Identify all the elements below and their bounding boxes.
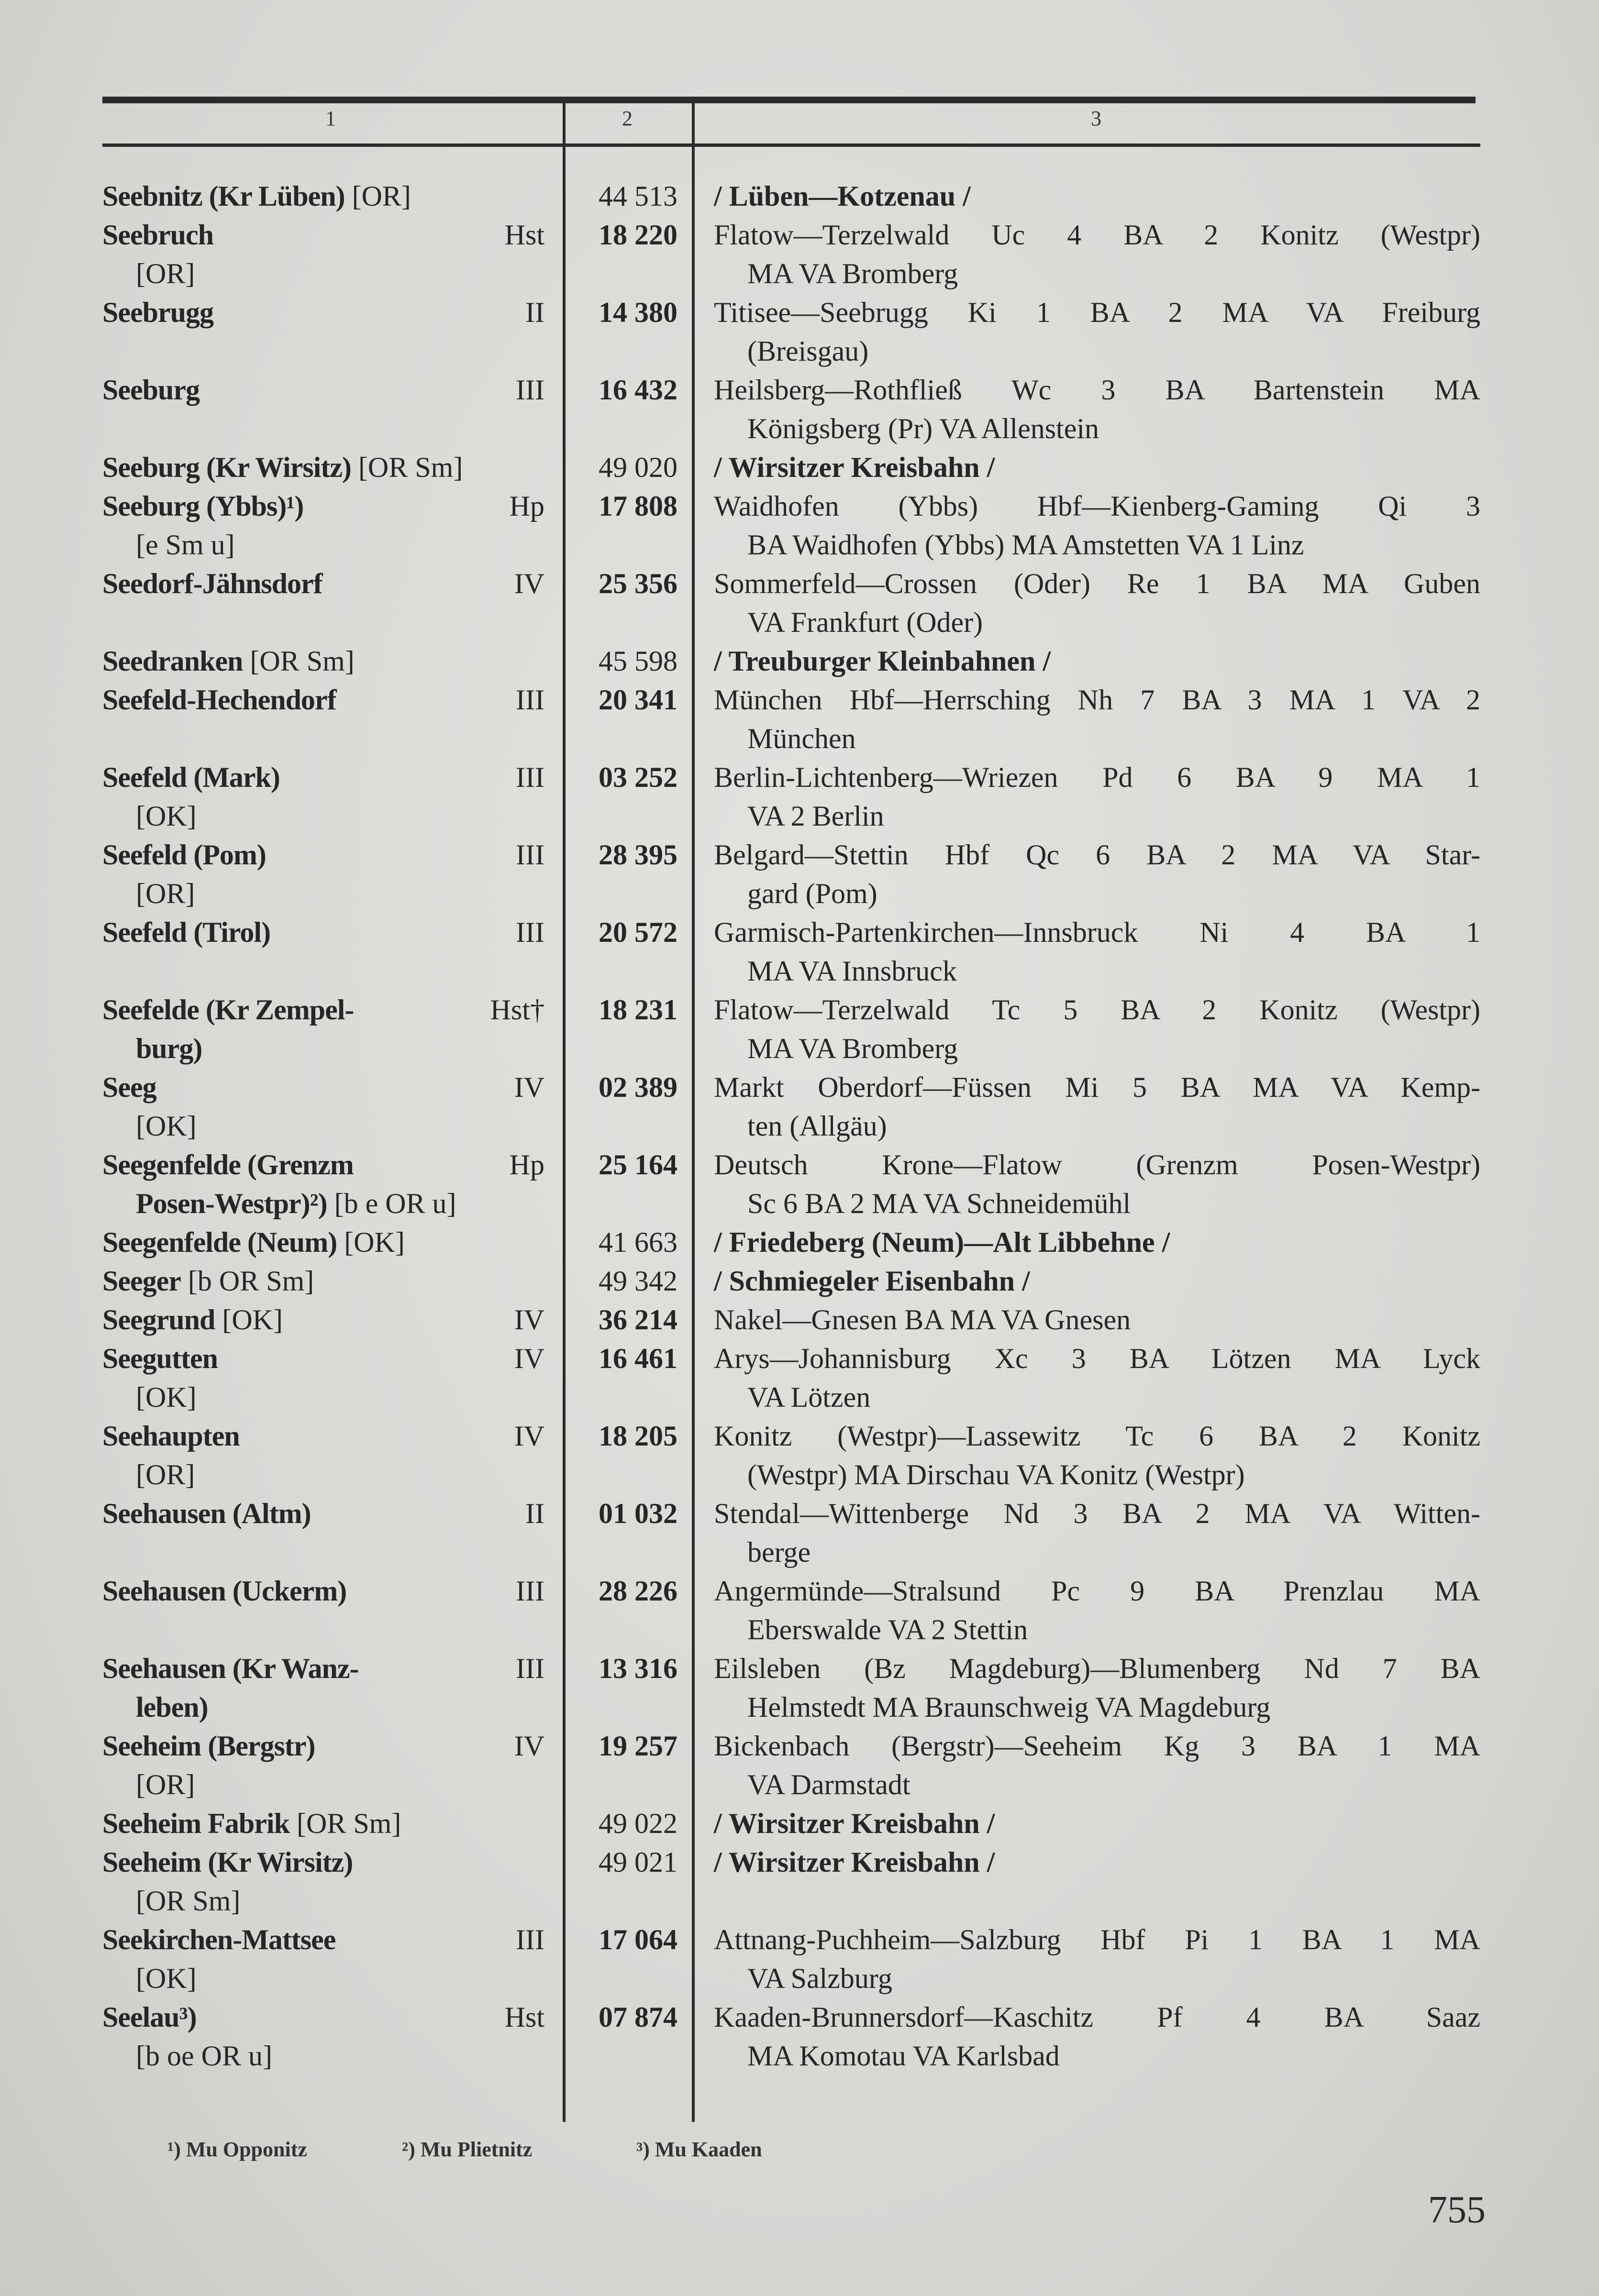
station-code: [OK] (136, 1381, 197, 1413)
route-line: / Friedeberg (Neum)—Alt Libbehne / (714, 1226, 1170, 1258)
station-name-line (102, 1843, 544, 1882)
station-name: Seedranken (102, 645, 243, 677)
route-line: VA Salzburg (747, 1963, 892, 1994)
station-name-line (102, 797, 544, 836)
station-name-cell (102, 293, 564, 371)
station-number: 41 663 (599, 1226, 677, 1258)
station-name: burg) (136, 1033, 202, 1064)
table-row (102, 642, 1480, 681)
station-name-line (102, 1301, 544, 1339)
station-class: IV (514, 1420, 544, 1452)
route-line: Belgard—Stettin Hbf Qc 6 BA 2 MA VA Star- (714, 839, 1480, 871)
table-row (102, 681, 1480, 758)
station-class: IV (514, 1343, 544, 1374)
route-line: berge (747, 1536, 811, 1568)
station-name: Seedorf-Jähnsdorf (102, 568, 322, 599)
station-name-cell (102, 1068, 564, 1146)
table-row (102, 1649, 1480, 1727)
route-line: BA Waidhofen (Ybbs) MA Amstetten VA 1 Linz (747, 529, 1304, 561)
table-row (102, 1068, 1480, 1146)
table-row (102, 991, 1480, 1068)
station-name-cell (102, 1921, 564, 1998)
route-line: Waidhofen (Ybbs) Hbf—Kienberg-Gaming Qi 3 (714, 490, 1480, 522)
station-name-cell (102, 487, 564, 564)
station-code: [OR Sm] (136, 1885, 241, 1917)
station-name-line (102, 1029, 544, 1068)
station-number: 16 432 (599, 374, 677, 406)
station-number: 01 032 (599, 1498, 677, 1529)
station-name: Seeg (102, 1071, 156, 1103)
station-class: III (516, 684, 544, 716)
station-number: 07 874 (599, 2001, 677, 2033)
route-line: Flatow—Terzelwald Tc 5 BA 2 Konitz (Westpr) (714, 994, 1480, 1026)
route-line: / Treuburger Kleinbahnen / (714, 645, 1051, 677)
route-line: MA VA Innsbruck (747, 955, 957, 987)
station-table (102, 177, 1480, 2075)
station-name-line (102, 1107, 544, 1146)
station-name-cell (102, 1804, 564, 1843)
station-code: [b e OR u] (327, 1188, 456, 1219)
route-line: Sommerfeld—Crossen (Oder) Re 1 BA MA Guben (714, 568, 1480, 599)
station-name-cell (102, 836, 564, 913)
station-class: III (516, 374, 544, 406)
table-row (102, 1417, 1480, 1494)
station-class: III (516, 916, 544, 948)
footnote-1: ¹) Mu Opponitz (167, 2138, 307, 2161)
station-name-cell (102, 371, 564, 448)
route-line: München (747, 723, 856, 754)
station-code: [OR] (344, 180, 411, 212)
route-line: (Breisgau) (747, 335, 869, 367)
station-name-cell (102, 1417, 564, 1494)
route-cell (693, 681, 1480, 758)
station-name-line (102, 1262, 544, 1301)
route-line: Stendal—Wittenberge Nd 3 BA 2 MA VA Witten- (714, 1498, 1480, 1529)
station-name: Seegenfelde (Grenzm (102, 1149, 354, 1181)
station-class: Hst† (490, 994, 544, 1026)
route-line: VA Frankfurt (Oder) (747, 607, 983, 638)
table-row (102, 913, 1480, 991)
station-class: III (516, 839, 544, 871)
station-name-line (102, 1378, 544, 1417)
station-class: III (516, 1653, 544, 1684)
route-line: / Schmiegeler Eisenbahn / (714, 1265, 1030, 1297)
station-name: Seegrund (102, 1304, 215, 1336)
station-name: Seekirchen-Mattsee (102, 1924, 336, 1955)
table-row (102, 1146, 1480, 1223)
route-line: Heilsberg—Rothfließ Wc 3 BA Bartenstein MA (714, 374, 1480, 406)
table-row (102, 836, 1480, 913)
route-cell (693, 293, 1480, 371)
route-cell (693, 448, 1480, 487)
station-name: Seefeld-Hechendorf (102, 684, 336, 716)
route-line: Deutsch Krone—Flatow (Grenzm Posen-Westpr) (714, 1149, 1480, 1181)
station-name: Seefeld (Mark) (102, 762, 280, 793)
station-name-line (102, 1727, 544, 1766)
route-cell (693, 642, 1480, 681)
station-name-cell (102, 1223, 564, 1262)
route-cell (693, 1068, 1480, 1146)
station-number: 45 598 (599, 645, 677, 677)
route-cell (693, 564, 1480, 642)
station-name: Seeheim (Kr Wirsitz) (102, 1846, 353, 1878)
station-name-line (102, 254, 544, 293)
station-code: [OK] (215, 1304, 283, 1336)
station-number: 18 220 (599, 219, 677, 251)
station-name-line (102, 371, 544, 409)
station-number: 44 513 (599, 180, 677, 212)
route-line: VA Lötzen (747, 1381, 871, 1413)
station-number: 49 342 (599, 1265, 677, 1297)
station-code: [OR] (136, 1459, 195, 1490)
station-number: 02 389 (599, 1071, 677, 1103)
station-name: Seegutten (102, 1343, 218, 1374)
table-row (102, 448, 1480, 487)
station-name: Seeheim (Bergstr) (102, 1730, 315, 1762)
station-name-line (102, 1998, 544, 2037)
station-name-cell (102, 1843, 564, 1921)
station-class: Hst (504, 219, 544, 251)
route-line: Sc 6 BA 2 MA VA Schneidemühl (747, 1188, 1131, 1219)
route-line: Markt Oberdorf—Füssen Mi 5 BA MA VA Kemp- (714, 1071, 1480, 1103)
station-name-line (102, 1649, 544, 1688)
station-name-line (102, 1572, 544, 1611)
table-row (102, 1921, 1480, 1998)
route-line: (Westpr) MA Dirschau VA Konitz (Westpr) (747, 1459, 1245, 1490)
route-line: Berlin-Lichtenberg—Wriezen Pd 6 BA 9 MA 1 (714, 762, 1480, 793)
station-name-line (102, 1766, 544, 1804)
station-number: 28 226 (599, 1575, 677, 1607)
station-class: IV (514, 568, 544, 599)
route-line: ten (Allgäu) (747, 1110, 887, 1142)
station-class: III (516, 762, 544, 793)
station-name-cell (102, 1301, 564, 1339)
station-code: [b OR Sm] (180, 1265, 314, 1297)
station-code: [OR Sm] (351, 452, 463, 483)
station-name: Seebruch (102, 219, 213, 251)
station-name: Seebnitz (Kr Lüben) (102, 180, 345, 212)
route-line: Garmisch-Partenkirchen—Innsbruck Ni 4 BA 1 (714, 916, 1480, 948)
station-name-line (102, 758, 544, 797)
station-number: 36 214 (599, 1304, 677, 1336)
route-cell (693, 1649, 1480, 1727)
station-name-cell (102, 216, 564, 293)
header-top-rule (102, 97, 1476, 103)
station-name-cell (102, 1572, 564, 1649)
station-code: [OR] (136, 258, 195, 289)
station-code: [OK] (136, 1110, 197, 1142)
station-name: leben) (136, 1691, 208, 1723)
station-class: Hp (509, 1149, 544, 1181)
station-number: 17 064 (599, 1924, 677, 1955)
station-name: Seefelde (Kr Zempel- (102, 994, 354, 1026)
station-name-line (102, 1882, 544, 1921)
station-name-cell (102, 1339, 564, 1417)
route-line: München Hbf—Herrsching Nh 7 BA 3 MA 1 VA 2 (714, 684, 1480, 716)
station-number: 13 316 (599, 1653, 677, 1684)
station-code: [OR Sm] (289, 1808, 401, 1839)
station-class: II (525, 297, 544, 328)
table-row (102, 1843, 1480, 1921)
station-name-cell (102, 991, 564, 1068)
station-name-line (102, 526, 544, 564)
route-line: VA Darmstadt (747, 1769, 911, 1800)
station-number: 19 257 (599, 1730, 677, 1762)
column-header-2: 2 (622, 107, 633, 130)
station-name-cell (102, 1146, 564, 1223)
column-header-1: 1 (325, 107, 336, 130)
station-name: Seebrugg (102, 297, 213, 328)
station-name-line (102, 1688, 544, 1727)
route-cell (693, 1727, 1480, 1804)
station-name-line (102, 216, 544, 254)
station-class: Hp (509, 490, 544, 522)
station-name: Seehausen (Kr Wanz- (102, 1653, 359, 1684)
route-line: Kaaden-Brunnersdorf—Kaschitz Pf 4 BA Saaz (714, 2001, 1480, 2033)
column-header-3: 3 (1091, 107, 1101, 130)
route-line: Eberswalde VA 2 Stettin (747, 1614, 1028, 1645)
station-number: 28 395 (599, 839, 677, 871)
station-name-line (102, 1494, 544, 1533)
station-name-cell (102, 1262, 564, 1301)
route-line: / Wirsitzer Kreisbahn / (714, 1846, 995, 1878)
station-name-cell (102, 564, 564, 642)
table-row (102, 1301, 1480, 1339)
station-code: [OR Sm] (243, 645, 355, 677)
station-name-line (102, 177, 544, 216)
route-cell (693, 1146, 1480, 1223)
station-name-cell (102, 913, 564, 991)
station-name-cell (102, 1494, 564, 1572)
table-row (102, 1572, 1480, 1649)
route-cell (693, 1804, 1480, 1843)
station-number: 03 252 (599, 762, 677, 793)
station-name: Seefeld (Tirol) (102, 916, 271, 948)
station-name-cell (102, 1727, 564, 1804)
station-name-line (102, 1417, 544, 1456)
route-cell (693, 1262, 1480, 1301)
route-line: / Wirsitzer Kreisbahn / (714, 1808, 995, 1839)
station-name: Seeheim Fabrik (102, 1808, 289, 1839)
route-line: Eilsleben (Bz Magdeburg)—Blumenberg Nd 7 BA (714, 1653, 1480, 1684)
station-class: Hst (504, 2001, 544, 2033)
route-line: VA 2 Berlin (747, 800, 884, 832)
route-cell (693, 1998, 1480, 2075)
station-name-line (102, 874, 544, 913)
station-number: 17 808 (599, 490, 677, 522)
station-number: 49 021 (599, 1846, 677, 1878)
station-number: 25 356 (599, 568, 677, 599)
station-name-line (102, 1339, 544, 1378)
table-row (102, 216, 1480, 293)
route-line: Nakel—Gnesen BA MA VA Gnesen (714, 1304, 1131, 1336)
route-cell (693, 758, 1480, 836)
station-number: 49 020 (599, 452, 677, 483)
station-name: Seeburg (Kr Wirsitz) (102, 452, 351, 483)
station-name: Seeburg (102, 374, 200, 406)
route-line: MA VA Bromberg (747, 258, 958, 289)
station-code: [OK] (337, 1226, 405, 1258)
station-number: 20 572 (599, 916, 677, 948)
route-line: / Lüben—Kotzenau / (714, 180, 971, 212)
station-code: [b oe OR u] (136, 2040, 272, 2072)
station-number: 20 341 (599, 684, 677, 716)
station-class: IV (514, 1304, 544, 1336)
station-name-cell (102, 681, 564, 758)
route-line: MA Komotau VA Karlsbad (747, 2040, 1060, 2072)
station-number: 16 461 (599, 1343, 677, 1374)
table-row (102, 1339, 1480, 1417)
station-number: 25 164 (599, 1149, 677, 1181)
station-name-line (102, 1223, 544, 1262)
route-line: MA VA Bromberg (747, 1033, 958, 1064)
station-class: II (525, 1498, 544, 1529)
table-row (102, 177, 1480, 216)
station-name-cell (102, 758, 564, 836)
station-code: [OK] (136, 1963, 197, 1994)
route-cell (693, 1494, 1480, 1572)
station-code: [OR] (136, 1769, 195, 1800)
station-number: 49 022 (599, 1808, 677, 1839)
table-row (102, 487, 1480, 564)
route-line: / Wirsitzer Kreisbahn / (714, 452, 995, 483)
route-cell (693, 1843, 1480, 1921)
station-class: IV (514, 1730, 544, 1762)
table-row (102, 564, 1480, 642)
station-name-line (102, 293, 544, 332)
route-cell (693, 991, 1480, 1068)
route-cell (693, 487, 1480, 564)
table-row (102, 1494, 1480, 1572)
route-cell (693, 1572, 1480, 1649)
station-number: 14 380 (599, 297, 677, 328)
table-row (102, 758, 1480, 836)
station-name: Seehausen (Altm) (102, 1498, 311, 1529)
station-name-line (102, 1921, 544, 1959)
route-line: Attnang-Puchheim—Salzburg Hbf Pi 1 BA 1 MA (714, 1924, 1480, 1955)
station-name: Seeger (102, 1265, 181, 1297)
station-name: Seefeld (Pom) (102, 839, 266, 871)
station-name-line (102, 991, 544, 1029)
station-number: 18 205 (599, 1420, 677, 1452)
route-cell (693, 1301, 1480, 1339)
table-row (102, 371, 1480, 448)
station-name-cell (102, 1649, 564, 1727)
station-name: Seegenfelde (Neum) (102, 1226, 337, 1258)
station-name-line (102, 564, 544, 603)
station-code: [e Sm u] (136, 529, 235, 561)
station-name-line (102, 1959, 544, 1998)
route-cell (693, 913, 1480, 991)
station-name-cell (102, 1998, 564, 2075)
route-cell (693, 216, 1480, 293)
route-cell (693, 1339, 1480, 1417)
station-code: [OK] (136, 800, 197, 832)
route-line: Konitz (Westpr)—Lassewitz Tc 6 BA 2 Konitz (714, 1420, 1480, 1452)
station-name-line (102, 1456, 544, 1494)
route-line: gard (Pom) (747, 878, 877, 909)
route-cell (693, 1921, 1480, 1998)
route-line: Königsberg (Pr) VA Allenstein (747, 413, 1099, 444)
station-name: Seehaupten (102, 1420, 240, 1452)
header-bottom-rule (102, 144, 1480, 147)
route-cell (693, 177, 1480, 216)
table-row (102, 293, 1480, 371)
table-row (102, 1727, 1480, 1804)
route-cell (693, 1417, 1480, 1494)
station-name-line (102, 1184, 544, 1223)
station-class: III (516, 1575, 544, 1607)
station-name-line (102, 913, 544, 952)
route-line: Helmstedt MA Braunschweig VA Magdeburg (747, 1691, 1271, 1723)
station-name-line (102, 642, 544, 681)
station-name-cell (102, 448, 564, 487)
footnote-2: ²) Mu Plietnitz (402, 2138, 533, 2161)
route-cell (693, 1223, 1480, 1262)
route-cell (693, 371, 1480, 448)
table-row (102, 1223, 1480, 1262)
table-row (102, 1998, 1480, 2075)
route-line: Angermünde—Stralsund Pc 9 BA Prenzlau MA (714, 1575, 1480, 1607)
station-name-line (102, 2037, 544, 2075)
station-class: III (516, 1924, 544, 1955)
page-number: 755 (1428, 2189, 1486, 2231)
station-code: [OR] (136, 878, 195, 909)
station-name-line (102, 448, 544, 487)
station-name-cell (102, 642, 564, 681)
station-name-line (102, 1804, 544, 1843)
station-number: 18 231 (599, 994, 677, 1026)
station-name: Seelau³) (102, 2001, 197, 2033)
station-name-cell (102, 177, 564, 216)
footnote-3: ³) Mu Kaaden (636, 2138, 762, 2161)
route-line: Titisee—Seebrugg Ki 1 BA 2 MA VA Freiburg (714, 297, 1480, 328)
route-line: Flatow—Terzelwald Uc 4 BA 2 Konitz (Westpr) (714, 219, 1480, 251)
table-row (102, 1804, 1480, 1843)
route-line: Bickenbach (Bergstr)—Seeheim Kg 3 BA 1 MA (714, 1730, 1480, 1762)
station-name-line (102, 487, 544, 526)
station-name: Seeburg (Ybbs)¹) (102, 490, 304, 522)
station-name-line (102, 836, 544, 874)
route-cell (693, 836, 1480, 913)
station-name-line (102, 1068, 544, 1107)
route-line: Arys—Johannisburg Xc 3 BA Lötzen MA Lyck (714, 1343, 1480, 1374)
station-name: Posen-Westpr)²) (136, 1188, 327, 1219)
station-class: IV (514, 1071, 544, 1103)
station-name-line (102, 681, 544, 719)
station-name: Seehausen (Uckerm) (102, 1575, 347, 1607)
table-row (102, 1262, 1480, 1301)
station-name-line (102, 1146, 544, 1184)
